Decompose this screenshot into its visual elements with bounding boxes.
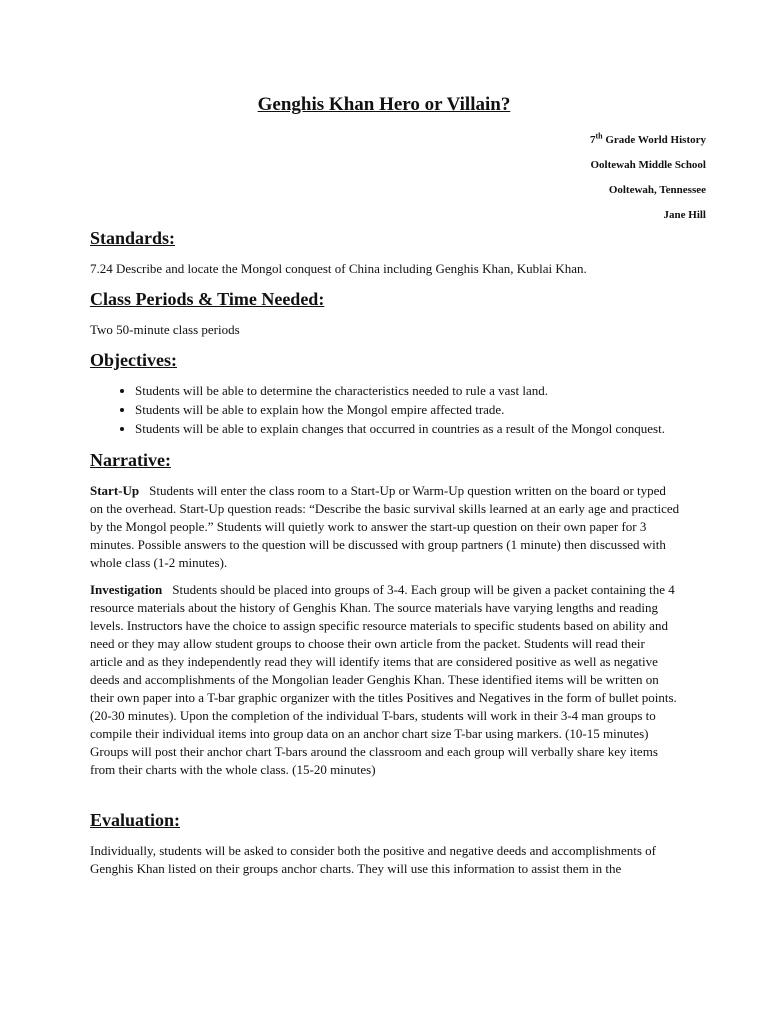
grade-rest: Grade World History [602,134,706,146]
evaluation-section [90,808,680,878]
objective-item: • Students will be able to determine the characteristics needed to rule a vast land. [135,382,680,400]
class-periods-text: Two 50-minute class periods [90,322,240,337]
document-title: Genghis Khan Hero or Villain? [257,94,511,115]
objectives-section [90,348,680,438]
startup-label: Start-Up [90,483,140,498]
objectives-list [90,382,680,438]
standards-section [90,226,680,278]
standards-text: 7.24 Describe and locate the Mongol conquest of China including Genghis Khan, Kublai Khan. [90,261,587,276]
school-name: Ooltewah Middle School [590,159,706,171]
investigation-text: Students should be placed into groups of 3-4. Each group will be given a packet containing the 4 resource materials about the history of Genghis Khan. The source materials have varying lengths and reading levels. Instructors have the choice to assign specific resource materials to specific students based on ability and need or they may allow student groups to choose their own article from the packet. Students will read their article and as they independently read they will identify items that are considered positive as well as negative deeds and accomplishments of the Mongolian leader Genghis Khan. These identified items will be written on their own paper into a T-bar graphic organizer with the titles Positives and Negatives in the form of bullet points. (20-30 minutes). Upon the completion of the individual T-bars, students will work in their 3-4 man groups to compile their individual items into group data on an anchor chart size T-bar using markers. (10-15 minutes) Groups will post their anchor chart T-bars around the classroom and each group will verbally share key items from their charts with the whole class. (15-20 minutes) [90,582,677,777]
startup-text: Students will enter the class room to a Start-Up or Warm-Up question written on the board or typed on the overhead. Start-Up question reads: “Describe the basic survival skills learned at an early age and practiced by the Mongol people.” Students will quietly work to answer the start-up question on their own paper for 3 minutes. Possible answers to the question will be discussed with group partners (1 minute) then discussed with whole class (1-2 minutes). [90,483,680,570]
objective-item: • Students will be able to explain how the Mongol empire affected trade. [135,401,680,419]
header-meta [590,128,706,228]
evaluation-text: Individually, students will be asked to consider both the positive and negative deeds and accomplishments of Genghis Khan listed on their groups anchor charts. They will use this information to assist them in the [90,843,656,876]
objective-item: • Students will be able to explain changes that occurred in countries as a result of the Mongol conquest. [135,420,680,438]
grade-suffix: th [595,131,603,141]
grade-line [590,128,706,153]
standards-heading: Standards: [90,228,176,248]
investigation-label: Investigation [90,582,163,597]
narrative-heading: Narrative: [90,450,171,470]
document-body [90,226,680,887]
objectives-heading: Objectives: [90,350,177,370]
school-location: Ooltewah, Tennessee [608,184,706,196]
grade-number: 7 [589,134,596,146]
investigation-paragraph [90,581,680,779]
class-periods-section [90,287,680,339]
narrative-section [90,448,680,779]
startup-paragraph [90,482,680,572]
evaluation-heading: Evaluation: [90,810,181,830]
author-name: Jane Hill [663,209,706,221]
class-periods-heading: Class Periods & Time Needed: [90,289,325,309]
